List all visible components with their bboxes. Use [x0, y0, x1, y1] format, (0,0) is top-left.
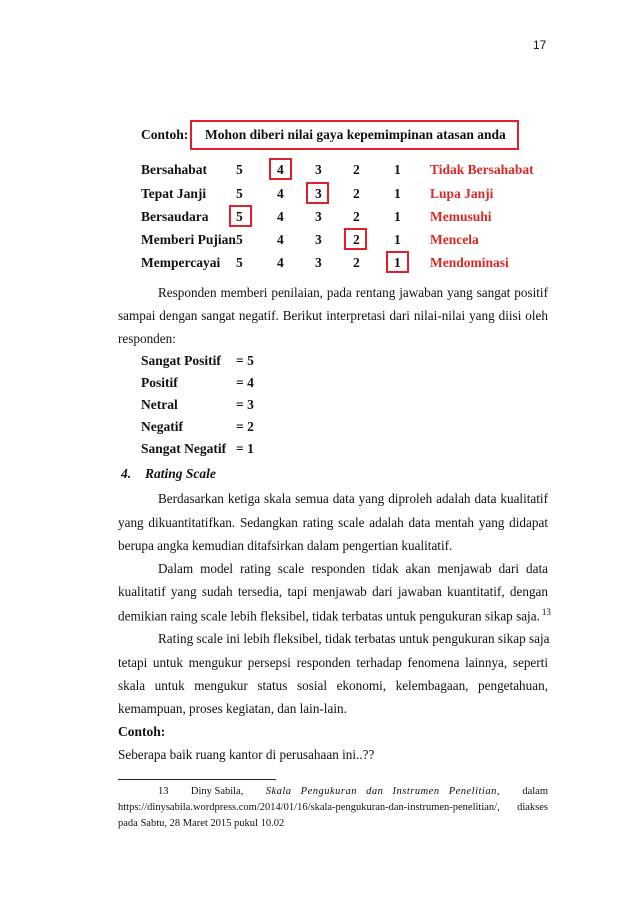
selection-box-4: [269, 158, 292, 180]
row-right-label: Tidak Bersahabat: [430, 162, 534, 177]
footnote-date: pada Sabtu, 28 Maret 2015 pukul 10.02: [118, 818, 285, 829]
selection-box-3: [306, 182, 329, 204]
footnote-ref: 13: [541, 607, 551, 617]
scale-value: 5: [236, 186, 243, 201]
example-label: Contoh:: [141, 127, 189, 142]
row-left-label: Tepat Janji: [141, 186, 207, 201]
scale-value: 3: [315, 255, 322, 270]
scale-value: 5: [236, 255, 243, 270]
footnote-author: Diny Sabila,: [190, 786, 244, 797]
interpretation-label: Sangat Positif: [141, 353, 221, 368]
paragraph-line: sampai dengan sangat negatif. Berikut interpretasi dari nilai-nilai yang diisi oleh: [118, 308, 548, 323]
row-left-label: Memberi Pujian: [141, 232, 236, 247]
scale-value: 4: [277, 162, 284, 177]
interpretation-label: Sangat Negatif: [141, 441, 227, 456]
paragraph-line: Rating scale ini lebih fleksibel, tidak terbatas untuk pengukuran sikap saja: [158, 631, 550, 646]
scale-value: 1: [394, 186, 401, 201]
paragraph-line: Responden memberi penilaian, pada rentang jawaban yang sangat positif: [158, 285, 548, 300]
footnote-line: [118, 786, 548, 797]
footnote-number: 13: [158, 786, 169, 797]
paragraph-line: Dalam model rating scale responden tidak akan menjawab dari data: [158, 561, 548, 576]
row-right-label: Memusuhi: [430, 209, 492, 224]
scale-value: 5: [236, 209, 243, 224]
paragraph-line: berupa angka kemudian ditafsirkan dalam pengertian kualitatif.: [118, 538, 453, 553]
scale-value: 3: [315, 162, 322, 177]
scale-value: 3: [315, 209, 322, 224]
scale-value: 5: [236, 162, 243, 177]
row-right-label: Mencela: [430, 232, 479, 247]
row-right-label: Mendominasi: [430, 255, 509, 270]
scale-value: 2: [353, 209, 360, 224]
page-number: 17: [533, 38, 547, 52]
row-left-label: Bersahabat: [141, 162, 208, 177]
scale-value: 1: [394, 162, 401, 177]
footnote-url: https://dinysabila.wordpress.com/2014/01/16/skala-pengukuran-dan-instrumen-penelitian/, diakses: [118, 802, 548, 813]
scale-value: 2: [353, 162, 360, 177]
scale-value: 1: [394, 255, 401, 270]
section-title: Rating Scale: [145, 466, 216, 481]
interpretation-label: Netral: [141, 397, 178, 412]
scale-value: 4: [277, 255, 284, 270]
scale-value: 2: [353, 232, 360, 247]
selection-box-5: [229, 205, 252, 227]
interpretation-value: = 3: [236, 397, 254, 412]
paragraph-line: kualitatif yang sudah tersedia, tapi menjawab dari jawaban kuantitatif, dengan: [118, 584, 548, 599]
paragraph-line: Berdasarkan ketiga skala semua data yang diproleh adalah data kualitatif: [158, 491, 548, 506]
row-left-label: Mempercayai: [141, 255, 221, 270]
example-prompt: Mohon diberi nilai gaya kepemimpinan atasan anda: [205, 127, 506, 142]
interpretation-value: = 4: [236, 375, 254, 390]
interpretation-label: Positif: [141, 375, 178, 390]
interpretation-value: = 2: [236, 419, 254, 434]
selection-box-2: [344, 228, 367, 250]
interpretation-label: Negatif: [141, 419, 183, 434]
selection-box-1: [386, 251, 409, 273]
footnote-divider: [118, 779, 276, 780]
footnote-tail: dalam: [522, 786, 548, 797]
scale-value: 3: [315, 232, 322, 247]
paragraph-text: demikian raing scale lebih fleksibel, tidak terbatas untuk pengukuran sikap saja.: [118, 608, 540, 624]
paragraph-line: [118, 607, 551, 624]
paragraph-line: yang dikuantitatifkan. Sedangkan rating scale adalah data mentah yang didapat: [118, 515, 548, 530]
question-text: Seberapa baik ruang kantor di perusahaan ini..??: [118, 747, 375, 762]
scale-value: 3: [315, 186, 322, 201]
paragraph-line: kemampuan, proses kegiatan, dan lain-lain.: [118, 701, 347, 716]
interpretation-value: = 5: [236, 353, 254, 368]
paragraph-line: tetapi untuk mengukur persepsi responden terhadap fenomena lainnya, seperti: [118, 655, 548, 670]
scale-value: 2: [353, 186, 360, 201]
scale-value: 2: [353, 255, 360, 270]
scale-value: 1: [394, 209, 401, 224]
paragraph-line: skala untuk mengukur status sosial ekonomi, kelembagaan, pengetahuan,: [118, 678, 548, 693]
row-right-label: Lupa Janji: [430, 186, 494, 201]
scale-value: 1: [394, 232, 401, 247]
scale-value: 5: [236, 232, 243, 247]
row-left-label: Bersaudara: [141, 209, 209, 224]
example-heading: Contoh:: [118, 724, 166, 739]
scale-value: 4: [277, 209, 284, 224]
section-number: 4.: [121, 466, 132, 481]
footnote-title: Skala Pengukuran dan Instrumen Penelitian,: [265, 786, 500, 797]
scale-value: 4: [277, 232, 284, 247]
paragraph-line: responden:: [118, 331, 176, 346]
interpretation-value: = 1: [236, 441, 254, 456]
scale-value: 4: [277, 186, 284, 201]
